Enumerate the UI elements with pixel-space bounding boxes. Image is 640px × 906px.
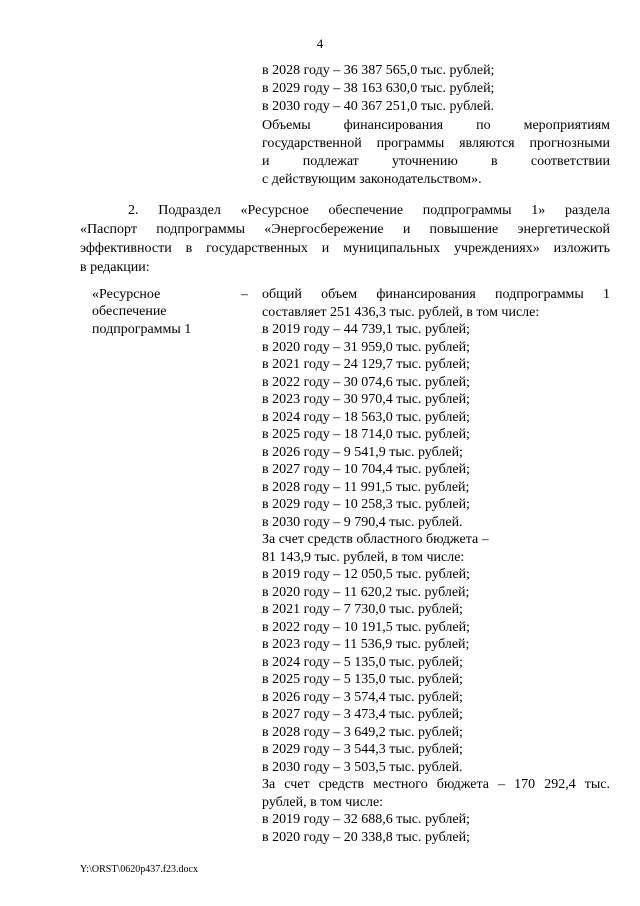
paragraph-line: эффективности в государственных и муниципальных учреждениях» изложить (80, 241, 610, 256)
total-year-line: в 2030 году – 9 790,4 тыс. рублей. (262, 514, 463, 530)
note-line: Объемы финансирования по мероприятиям (262, 117, 610, 133)
paragraph-line: 2. Подраздел «Ресурсное обеспечение подпрограммы 1» раздела (128, 203, 610, 218)
year-line: в 2029 году – 38 163 630,0 тыс. рублей; (262, 81, 495, 97)
label-line: «Ресурсное (92, 287, 161, 302)
total-year-line: в 2025 году – 18 714,0 тыс. рублей; (262, 427, 470, 442)
paragraph-line: в редакции: (80, 260, 150, 275)
regional-year-line: в 2028 году – 3 649,2 тыс. рублей; (262, 724, 463, 740)
regional-year-line: в 2021 году – 7 730,0 тыс. рублей; (262, 602, 463, 617)
total-year-line: в 2022 году – 30 074,6 тыс. рублей; (262, 374, 470, 390)
paragraph-line: «Паспорт подпрограммы «Энергосбережение и повышение энергетической (80, 222, 610, 237)
total-year-line: в 2029 году – 10 258,3 тыс. рублей; (262, 497, 470, 512)
amendment-paragraph (80, 201, 610, 277)
regional-intro-line: 81 143,9 тыс. рублей, в том числе: (262, 549, 465, 565)
year-line: в 2030 году – 40 367 251,0 тыс. рублей. (262, 99, 495, 115)
local-intro-line: рублей, в том числе: (262, 794, 384, 810)
regional-year-line: в 2020 году – 11 620,2 тыс. рублей; (262, 584, 470, 600)
regional-year-line: в 2027 году – 3 473,4 тыс. рублей; (262, 707, 463, 722)
regional-year-line: в 2029 году – 3 544,3 тыс. рублей; (262, 742, 463, 757)
total-year-line: в 2027 году – 10 704,4 тыс. рублей; (262, 462, 470, 477)
total-year-line: в 2026 году – 9 541,9 тыс. рублей; (262, 444, 463, 460)
year-line: в 2028 году – 36 387 565,0 тыс. рублей; (262, 63, 495, 78)
file-path-footer: Y:\ORST\0620p437.f23.docx (80, 864, 198, 875)
regional-year-line: в 2023 году – 11 536,9 тыс. рублей; (262, 637, 470, 652)
previous-section-tail (262, 62, 610, 189)
intro-line: составляет 251 436,3 тыс. рублей, в том числе: (262, 304, 540, 320)
total-year-line: в 2028 году – 11 991,5 тыс. рублей; (262, 479, 470, 495)
total-year-line: в 2021 году – 24 129,7 тыс. рублей; (262, 357, 470, 372)
total-year-line: в 2024 году – 18 563,0 тыс. рублей; (262, 409, 470, 425)
page-number: 4 (316, 36, 324, 51)
total-year-line: в 2023 году – 30 970,4 тыс. рублей; (262, 392, 470, 407)
regional-year-line: в 2025 году – 5 135,0 тыс. рублей; (262, 672, 463, 687)
local-year-line: в 2020 году – 20 338,8 тыс. рублей; (262, 829, 470, 845)
local-intro-line: За счет средств местного бюджета – 170 292,4 тыс. (262, 777, 610, 792)
regional-year-line: в 2030 году – 3 503,5 тыс. рублей. (262, 759, 463, 775)
intro-line: общий объем финансирования подпрограммы 1 (262, 287, 610, 302)
regional-year-line: в 2024 году – 5 135,0 тыс. рублей; (262, 654, 463, 670)
note-line: с действующим законодательством». (262, 172, 482, 188)
total-year-line: в 2020 году – 31 959,0 тыс. рублей; (262, 339, 470, 355)
regional-year-line: в 2019 году – 12 050,5 тыс. рублей; (262, 567, 470, 582)
note-line: государственной программы являются прогнозными (262, 135, 610, 151)
resource-content (262, 286, 610, 846)
regional-intro-line: За счет средств областного бюджета – (262, 532, 489, 547)
total-year-line: в 2019 году – 44 739,1 тыс. рублей; (262, 322, 470, 337)
regional-year-line: в 2026 году – 3 574,4 тыс. рублей; (262, 689, 463, 705)
label-line: подпрограммы 1 (92, 321, 192, 337)
note-line: и подлежат уточнению в соответствии (262, 154, 610, 170)
label-dash: – (241, 287, 248, 302)
local-year-line: в 2019 году – 32 688,6 тыс. рублей; (262, 812, 470, 827)
regional-year-line: в 2022 году – 10 191,5 тыс. рублей; (262, 619, 470, 635)
label-line: обеспечение (92, 304, 167, 320)
resource-label (92, 286, 232, 338)
